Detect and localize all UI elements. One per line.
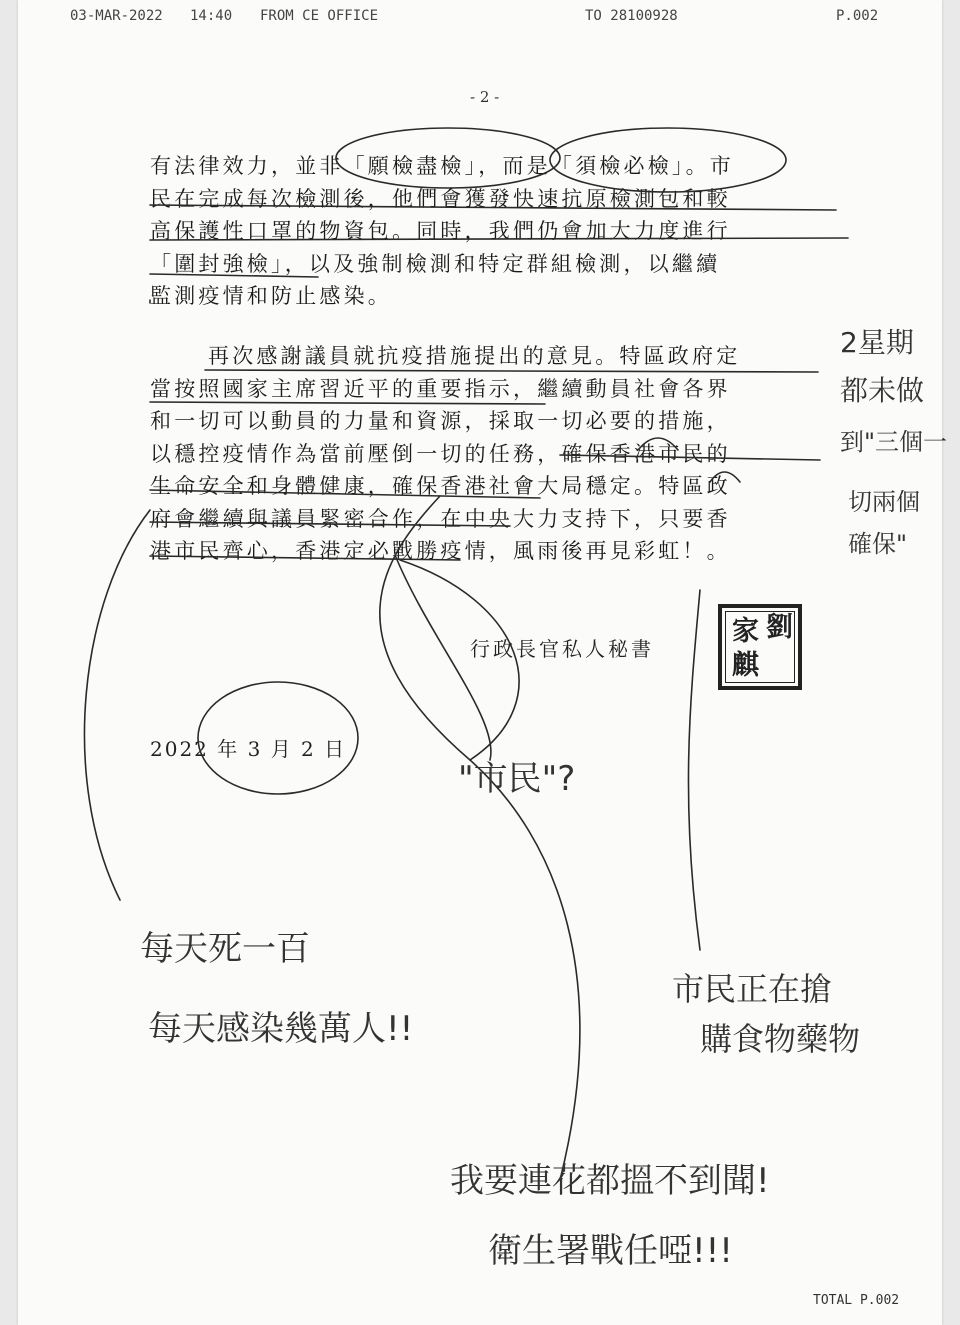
paragraph-2	[150, 340, 830, 568]
para2-line: 府會繼續與議員緊密合作，在中央大力支持下，只要香	[150, 506, 731, 531]
bottom-note: 我要連花都搵不到聞!	[450, 1161, 770, 1201]
right-note: 市民正在搶	[672, 970, 833, 1008]
paragraph-1	[150, 150, 830, 313]
bottom-note: 衛生署戰任啞!!!	[488, 1231, 733, 1271]
seal-stamp	[718, 604, 802, 690]
seal-char: 家	[732, 616, 759, 647]
left-note: 每天感染幾萬人!!	[148, 1009, 414, 1049]
para2-line: 和一切可以動員的力量和資源，採取一切必要的措施，	[150, 409, 731, 433]
para1-line: 「圍封強檢」，以及強制檢測和特定群組檢測，以繼續	[150, 251, 721, 276]
margin-note: 都未做	[840, 374, 925, 407]
letter-date: 2022 年 3 月 2 日	[150, 737, 347, 761]
fax-time: 14:40	[190, 8, 233, 24]
para1-line: 監測疫情和防止感染。	[150, 284, 392, 308]
signer-title: 行政長官私人秘書	[470, 637, 654, 661]
para2-line: 以穩控疫情作為當前壓倒一切的任務，確保香港市民的	[150, 441, 731, 466]
margin-note: 切兩個	[848, 488, 920, 516]
quote-note: "市民"?	[458, 759, 576, 799]
fax-from: FROM CE OFFICE	[260, 8, 379, 24]
fax-date: 03-MAR-2022	[70, 8, 163, 24]
page-number: - 2 -	[470, 88, 500, 106]
fax-to: TO 28100928	[585, 8, 678, 24]
margin-note: 到"三個一	[840, 428, 948, 456]
para1-line: 民在完成每次檢測後，他們會獲發快速抗原檢測包和較	[150, 186, 731, 211]
seal-char: 劉	[766, 612, 793, 643]
para1-line: 有法律效力，並非「願檢盡檢」，而是「須檢必檢」。市	[150, 154, 734, 178]
para1-line: 高保護性口罩的物資包。同時，我們仍會加大力度進行	[150, 219, 731, 243]
left-note: 每天死一百	[140, 929, 310, 969]
fax-total: TOTAL P.002	[813, 1293, 900, 1308]
fax-header	[0, 8, 960, 28]
para2-line: 當按照國家主席習近平的重要指示，繼續動員社會各界	[150, 376, 731, 401]
para2-line: 港市民齊心，香港定必戰勝疫情，風雨後再見彩虹！。	[150, 539, 731, 563]
margin-note: 2星期	[840, 326, 914, 359]
para2-line: 生命安全和身體健康，確保香港社會大局穩定。特區政	[150, 474, 731, 498]
para2-line: 再次感謝議員就抗疫措施提出的意見。特區政府定	[208, 344, 741, 368]
fax-page-count: P.002	[836, 8, 879, 24]
right-note: 購食物藥物	[700, 1020, 861, 1058]
margin-note: 確保"	[848, 530, 908, 558]
seal-char: 麒	[732, 650, 759, 681]
